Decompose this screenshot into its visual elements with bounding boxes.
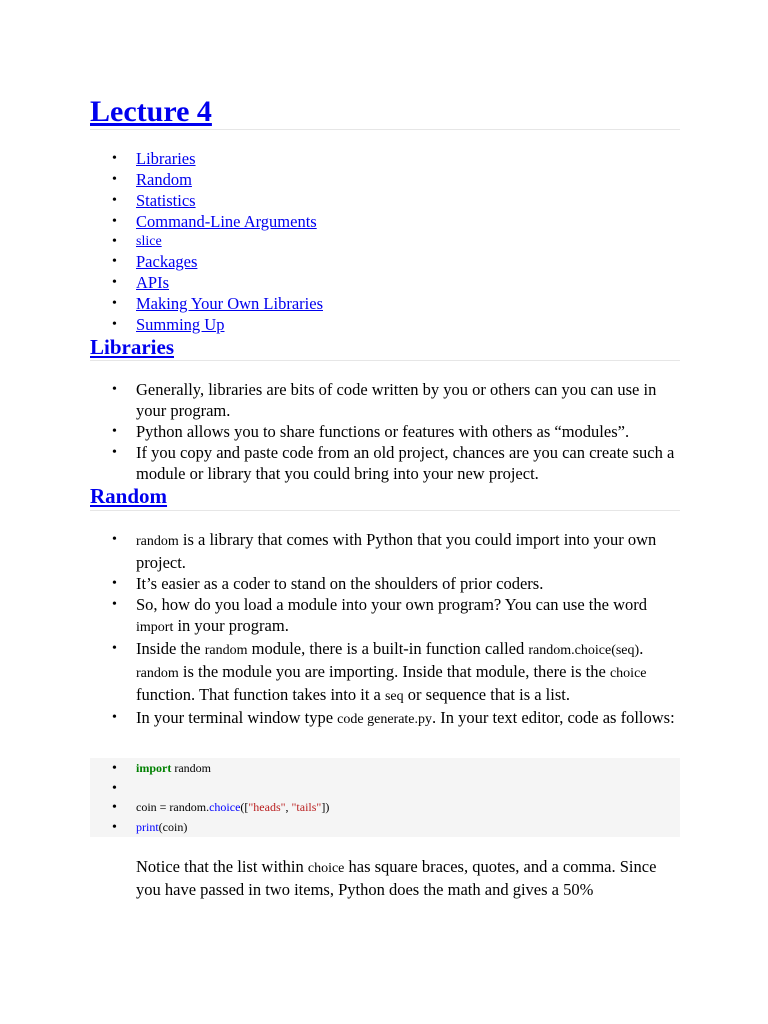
inline-code: random.choice(seq) — [528, 643, 640, 658]
toc-item-slice — [90, 232, 680, 251]
paragraph-text: Notice that the list within — [136, 857, 308, 876]
code-lines — [90, 759, 680, 837]
keyword: import — [136, 761, 172, 775]
inline-code: import — [136, 620, 174, 635]
section-heading-random — [90, 482, 167, 510]
code-text: (coin) — [158, 819, 188, 834]
paragraph-text: has square braces, quotes, and a comma. Since you have passed in two items, Python does the math and gives a 50% — [136, 857, 657, 899]
random-bullet — [90, 529, 680, 573]
bullet-text: in your program. — [173, 616, 289, 635]
title-link[interactable]: Lecture 4 — [90, 95, 212, 128]
function-name: print — [136, 819, 159, 834]
toc-item-random — [90, 169, 680, 190]
bullet-text: Inside the — [136, 639, 205, 658]
code-line — [90, 759, 680, 779]
toc-item-making-your-own-libraries — [90, 293, 680, 314]
bullet-text: function. That function takes into it a — [136, 685, 385, 704]
paragraph — [136, 856, 680, 900]
libraries-divider — [90, 360, 680, 361]
toc-link-packages[interactable]: Packages — [136, 252, 198, 271]
code-text: ([ — [240, 800, 249, 814]
random-bullet — [90, 594, 680, 638]
toc-item-packages — [90, 251, 680, 272]
bullet-text: is a library that comes with Python that you could import into your own project. — [136, 530, 657, 572]
title-divider — [90, 129, 680, 130]
inline-code: random — [136, 666, 179, 681]
libraries-bullet: • If you copy and paste code from an old project, chances are you can create such a module or library that you could bring into your new project. — [90, 442, 680, 484]
inline-code: random — [136, 534, 179, 549]
bullet-text: In your terminal window type — [136, 708, 338, 727]
code-text: ]) — [321, 800, 330, 814]
bullet-text: or sequence that is a list. — [403, 685, 570, 704]
toc-link-libraries[interactable]: Libraries — [136, 149, 196, 168]
inline-code: seq — [384, 689, 404, 704]
function-name: choice — [209, 800, 241, 814]
libraries-bullet: • Generally, libraries are bits of code written by you or others can you can use in your program. — [90, 379, 680, 421]
toc-item-apis — [90, 272, 680, 293]
toc-link-making-your-own-libraries[interactable]: Making Your Own Libraries — [136, 294, 323, 313]
code-text: random — [171, 761, 211, 775]
page-title — [90, 92, 212, 132]
random-list — [90, 529, 680, 730]
code-text: coin = random. — [136, 800, 210, 814]
bullet-text: So, how do you load a module into your own program? You can use the word — [136, 595, 647, 614]
toc-link-apis[interactable]: APIs — [136, 273, 170, 292]
random-bullet — [90, 707, 680, 730]
toc-link-random[interactable]: Random — [136, 170, 192, 189]
random-bullet — [90, 638, 680, 707]
inline-code: random — [204, 643, 248, 658]
code-block — [90, 758, 680, 837]
code-line-empty — [90, 779, 680, 799]
bullet-text: module, there is a built-in function called — [247, 639, 529, 658]
toc-link-statistics[interactable]: Statistics — [136, 191, 196, 210]
inline-code: choice — [307, 861, 345, 876]
section-heading-libraries — [90, 333, 174, 361]
toc-item-libraries — [90, 148, 680, 169]
inline-code: choice — [609, 666, 647, 681]
toc-link-command-line-arguments[interactable]: Command-Line Arguments — [136, 212, 317, 231]
libraries-bullet: • Python allows you to share functions or features with others as “modules”. — [90, 421, 680, 442]
code-text: , — [285, 800, 292, 814]
string-literal: "tails" — [291, 800, 322, 814]
bullet-text: is the module you are importing. Inside that module, there is the — [178, 662, 610, 681]
random-heading-link[interactable]: Random — [90, 484, 168, 508]
bullet-text: . In your text editor, code as follows: — [432, 708, 675, 727]
string-literal: "heads" — [248, 800, 286, 814]
toc-item-command-line-arguments — [90, 211, 680, 232]
libraries-list — [90, 379, 680, 484]
random-divider — [90, 510, 680, 511]
table-of-contents — [90, 148, 680, 335]
toc-item-statistics — [90, 190, 680, 211]
bullet-text: . — [639, 639, 644, 658]
code-line — [90, 818, 680, 838]
toc-link-summing-up[interactable]: Summing Up — [136, 315, 225, 334]
libraries-heading-link[interactable]: Libraries — [90, 335, 174, 359]
random-bullet: • It’s easier as a coder to stand on the shoulders of prior coders. — [90, 573, 680, 594]
toc-item-summing-up — [90, 314, 680, 335]
inline-code: code generate.py — [337, 712, 433, 727]
toc-link-slice[interactable]: slice — [136, 234, 162, 249]
code-line — [90, 798, 680, 818]
